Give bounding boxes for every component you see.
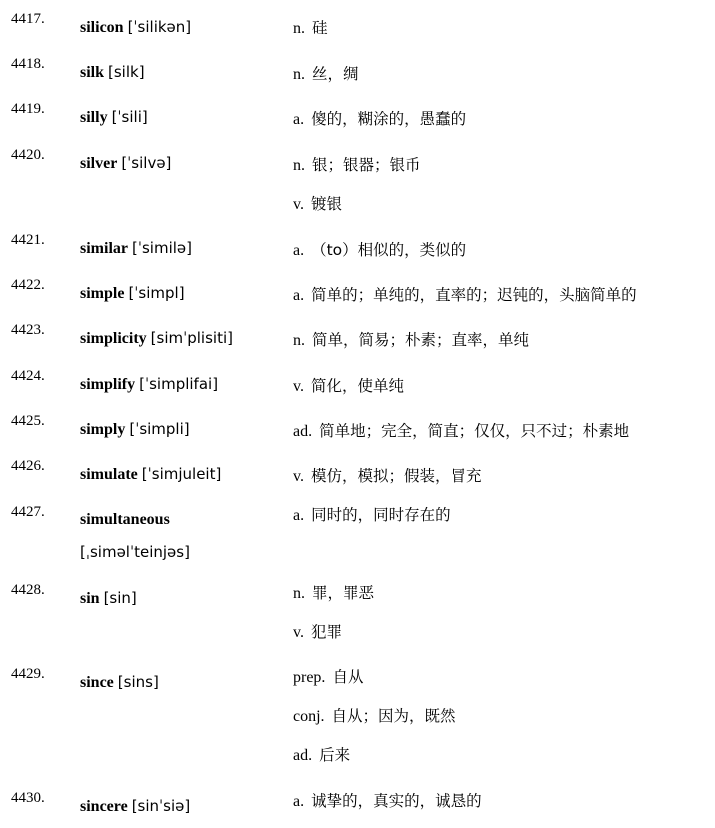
phonetic: [ˈsimplifai] — [139, 375, 219, 393]
entry-number: 4429. — [11, 666, 45, 682]
headword: sin — [80, 590, 100, 607]
definition: 自从；因为，既然 — [331, 707, 456, 725]
headword: similar — [80, 240, 128, 257]
entry-number: 4424. — [11, 368, 45, 384]
phonetic: [sinˈsiə] — [131, 797, 191, 815]
part-of-speech: n. — [293, 20, 305, 37]
definition: 自从 — [332, 668, 364, 686]
definition: 硅 — [312, 19, 328, 37]
word-block — [80, 232, 285, 265]
sense — [293, 109, 466, 130]
word-block — [80, 322, 285, 355]
headword: simulate — [80, 466, 138, 483]
part-of-speech: ad. — [293, 423, 313, 440]
phonetic: [sin] — [103, 589, 137, 607]
part-of-speech: n. — [293, 585, 305, 602]
phonetic: [ˈsimpl] — [128, 284, 185, 302]
part-of-speech: a. — [293, 242, 305, 259]
word-block — [80, 101, 285, 134]
headword: silver — [80, 155, 118, 172]
part-of-speech: v. — [293, 378, 304, 395]
sense — [293, 18, 328, 39]
definition: 罪，罪恶 — [312, 584, 375, 602]
word-block — [80, 368, 285, 401]
definition: 银；银器；银币 — [312, 156, 421, 174]
part-of-speech: n. — [293, 332, 305, 349]
entry-number: 4419. — [11, 101, 45, 117]
phonetic: [silk] — [108, 63, 145, 81]
phonetic: [ˌsiməlˈteinjəs] — [80, 543, 190, 561]
sense — [293, 583, 374, 604]
entry-number: 4421. — [11, 232, 45, 248]
sense — [293, 466, 481, 487]
entry-number: 4428. — [11, 582, 45, 598]
entry-number: 4422. — [11, 277, 45, 293]
part-of-speech: a. — [293, 793, 305, 810]
headword: simplify — [80, 376, 136, 393]
sense — [293, 745, 350, 766]
sense — [293, 376, 404, 397]
phonetic: [ˈsilikən] — [127, 18, 192, 36]
sense — [293, 706, 456, 727]
phonetic: [ˈsimpli] — [129, 420, 190, 438]
definition: 简单，简易；朴素；直率，单纯 — [312, 331, 530, 349]
sense — [293, 421, 629, 442]
word-block — [80, 458, 285, 491]
phonetic: [ˈsimilə] — [132, 239, 192, 257]
sense — [293, 285, 637, 306]
word-block — [80, 11, 285, 44]
sense — [293, 155, 421, 176]
word-block — [80, 790, 285, 823]
entry-number: 4426. — [11, 458, 45, 474]
headword: simplicity — [80, 330, 147, 347]
definition: 同时的，同时存在的 — [311, 506, 451, 524]
sense — [293, 622, 342, 643]
phonetic: [ˈsili] — [111, 108, 148, 126]
part-of-speech: a. — [293, 111, 305, 128]
phonetic: [simˈplisiti] — [150, 329, 233, 347]
entry-number: 4418. — [11, 56, 45, 72]
entry-number: 4423. — [11, 322, 45, 338]
part-of-speech: a. — [293, 287, 305, 304]
word-block — [80, 666, 285, 699]
part-of-speech: n. — [293, 157, 305, 174]
part-of-speech: a. — [293, 507, 305, 524]
definition: 简单的；单纯的，直率的；迟钝的，头脑简单的 — [311, 286, 637, 304]
part-of-speech: ad. — [293, 747, 313, 764]
definition: 后来 — [319, 746, 351, 764]
headword: simple — [80, 285, 125, 302]
definition: 丝，绸 — [312, 65, 359, 83]
phonetic: [sins] — [117, 673, 159, 691]
headword: simply — [80, 421, 126, 438]
definition: （to）相似的，类似的 — [311, 241, 467, 259]
word-block — [80, 582, 285, 615]
sense — [293, 64, 359, 85]
phonetic: [ˈsilvə] — [121, 154, 172, 172]
definition: 简化，使单纯 — [310, 377, 404, 395]
sense — [293, 240, 466, 261]
headword: silicon — [80, 19, 124, 36]
entry-number: 4417. — [11, 11, 45, 27]
part-of-speech: conj. — [293, 708, 325, 725]
definition: 模仿，模拟；假装，冒充 — [310, 467, 482, 485]
definition: 镀银 — [310, 195, 342, 213]
part-of-speech: v. — [293, 624, 304, 641]
entry-number: 4420. — [11, 147, 45, 163]
headword: sincere — [80, 798, 128, 815]
headword: silk — [80, 64, 105, 81]
entry-number: 4425. — [11, 413, 45, 429]
headword: silly — [80, 109, 108, 126]
word-block — [80, 277, 285, 310]
definition: 傻的，糊涂的，愚蠢的 — [311, 110, 467, 128]
sense — [293, 791, 482, 812]
definition: 简单地；完全，简直；仅仅，只不过；朴素地 — [319, 422, 630, 440]
headword: simultaneous — [80, 511, 170, 528]
entry-number: 4430. — [11, 790, 45, 806]
sense — [293, 194, 342, 215]
word-block — [80, 56, 285, 89]
word-block — [80, 504, 285, 569]
sense — [293, 667, 363, 688]
sense — [293, 505, 451, 526]
definition: 诚挚的，真实的，诚恳的 — [311, 792, 482, 810]
definition: 犯罪 — [310, 623, 342, 641]
entry-number: 4427. — [11, 504, 45, 520]
part-of-speech: v. — [293, 468, 304, 485]
part-of-speech: prep. — [293, 669, 326, 686]
headword: since — [80, 674, 114, 691]
part-of-speech: v. — [293, 196, 304, 213]
sense — [293, 330, 529, 351]
word-block — [80, 147, 285, 180]
part-of-speech: n. — [293, 66, 305, 83]
word-block — [80, 413, 285, 446]
phonetic: [ˈsimjuleit] — [141, 465, 222, 483]
